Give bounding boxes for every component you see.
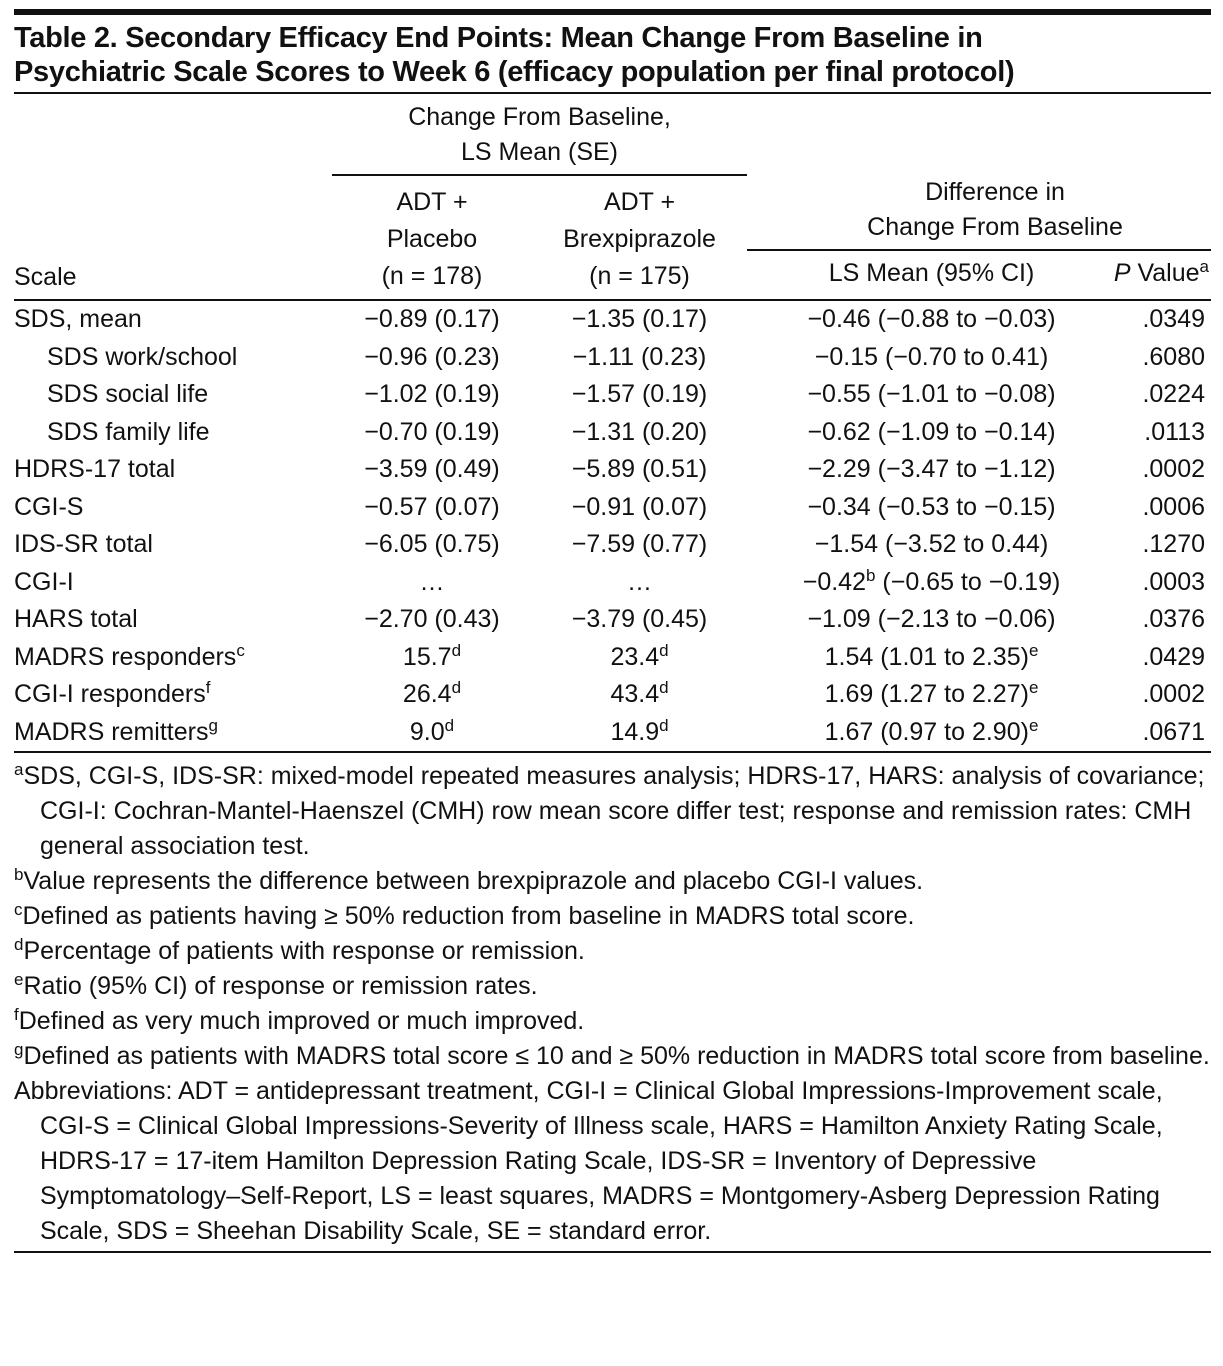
footnotes bbox=[14, 759, 1211, 1249]
cell-difference: −0.42$^b$ (−0.65 to −0.19) bbox=[802, 565, 1061, 596]
cell-scale: MADRS responders$^c$ bbox=[14, 640, 245, 671]
footnote-b bbox=[14, 864, 1211, 899]
cell-brexpiprazole: −3.79 (0.45) bbox=[571, 605, 708, 633]
footnote-mark: b bbox=[865, 565, 876, 585]
footnote-mark: d bbox=[659, 678, 669, 697]
footnote-g bbox=[14, 1039, 1211, 1074]
footnote-a bbox=[14, 759, 1211, 864]
title-line-1: Table 2. Secondary Efficacy End Points: Mean Change From Baseline in bbox=[14, 22, 983, 54]
group-header-change-line1: Change From Baseline, bbox=[408, 103, 671, 131]
p-rest: Value bbox=[1130, 259, 1200, 287]
cell-scale: CGI-I bbox=[14, 567, 74, 596]
footnote-mark: c bbox=[236, 640, 245, 660]
table-row bbox=[14, 414, 1211, 452]
cell-difference: −2.29 (−3.47 to −1.12) bbox=[807, 455, 1056, 483]
footnote-mark: e bbox=[14, 970, 24, 989]
cell-difference: −0.15 (−0.70 to 0.41) bbox=[814, 342, 1049, 371]
footnote-f bbox=[14, 1004, 1211, 1039]
col-header-placebo-line1: ADT + bbox=[396, 188, 468, 216]
top-rule bbox=[14, 9, 1211, 15]
table-body bbox=[14, 300, 1211, 752]
cell-difference: −0.55 (−1.01 to −0.08) bbox=[807, 380, 1056, 408]
cell-p-value: .0113 bbox=[1144, 417, 1206, 446]
cell-scale: CGI-S bbox=[14, 492, 84, 521]
cell-p-value: .0006 bbox=[1142, 492, 1206, 521]
footnote-mark: g bbox=[14, 1040, 24, 1059]
cell-difference: 1.54 (1.01 to 2.35)$^e$ bbox=[824, 640, 1039, 671]
group-header-difference bbox=[747, 175, 1211, 250]
cell-placebo: −0.57 (0.07) bbox=[364, 492, 500, 521]
p-italic: P bbox=[1113, 259, 1131, 287]
footnote-mark: e bbox=[1028, 678, 1039, 697]
table-row bbox=[14, 451, 1211, 489]
footnote-mark: g bbox=[208, 715, 218, 735]
footnote-list bbox=[14, 759, 1211, 1074]
cell-scale: SDS social life bbox=[47, 380, 209, 408]
cell-placebo: −0.89 (0.17) bbox=[364, 305, 500, 333]
group-header-change-line2: LS Mean (SE) bbox=[461, 138, 619, 166]
col-header-brex-line3: (n = 175) bbox=[589, 262, 690, 290]
table-row bbox=[14, 526, 1211, 564]
cell-scale: HDRS-17 total bbox=[14, 455, 176, 483]
footnote-mark: c bbox=[14, 900, 23, 919]
title-line-2: Psychiatric Scale Scores to Week 6 (efficacy population per final protocol) bbox=[14, 56, 1015, 88]
cell-placebo: −2.70 (0.43) bbox=[364, 605, 500, 633]
table-row bbox=[14, 564, 1211, 602]
cell-difference: −0.34 (−0.53 to −0.15) bbox=[807, 492, 1056, 521]
footnote-mark: d bbox=[451, 678, 462, 697]
table-row bbox=[14, 714, 1211, 753]
p-sup: a bbox=[1199, 257, 1210, 276]
cell-brexpiprazole: −1.57 (0.19) bbox=[571, 380, 708, 408]
cell-p-value: .0224 bbox=[1142, 380, 1206, 408]
col-header-ls-mean-ci: LS Mean (95% CI) bbox=[828, 259, 1035, 287]
cell-scale: SDS, mean bbox=[14, 305, 142, 333]
cell-scale: HARS total bbox=[14, 605, 138, 633]
cell-placebo: −3.59 (0.49) bbox=[364, 455, 500, 483]
cell-p-value: .0429 bbox=[1142, 642, 1206, 671]
group-header-change bbox=[332, 94, 747, 175]
cell-placebo: −1.02 (0.19) bbox=[364, 380, 500, 408]
cell-placebo: 26.4$^d$ bbox=[402, 678, 462, 708]
table-row bbox=[14, 639, 1211, 677]
cell-p-value: .1270 bbox=[1142, 530, 1206, 558]
cell-p-value: .0349 bbox=[1142, 305, 1206, 333]
cell-brexpiprazole: 43.4$^d$ bbox=[610, 678, 669, 708]
footnote-e bbox=[14, 969, 1211, 1004]
abbreviations: Abbreviations: ADT = antidepressant treatment, CGI-I = Clinical Global Impressions-Improvement scale, CGI-S = Clinical Global Impressions-Severity of Illness scale, HARS = Hamilton Anxiety Rating Scale, HDRS-17 = 17-item Hamilton Depression Rating Scale, IDS-SR = Inventory of Depressive Symptomatology–Self-Report, LS = least squares, MADRS = Montgomery-Asberg Depression Rating Scale, SDS = Sheehan Disability Scale, SE = standard error. bbox=[14, 1077, 1163, 1245]
cell-scale: IDS-SR total bbox=[14, 530, 153, 558]
table-title bbox=[14, 21, 1211, 89]
footnote-mark: e bbox=[1028, 715, 1039, 735]
cell-p-value: .0002 bbox=[1142, 680, 1206, 708]
cell-p-value: .6080 bbox=[1142, 342, 1206, 371]
cell-brexpiprazole: −5.89 (0.51) bbox=[571, 455, 708, 483]
col-header-brexpiprazole bbox=[532, 175, 747, 295]
col-header-placebo-line3: (n = 178) bbox=[381, 262, 483, 290]
cell-placebo: −0.70 (0.19) bbox=[364, 417, 500, 446]
cell-placebo: 15.7$^d$ bbox=[402, 640, 462, 671]
footnote-d bbox=[14, 934, 1211, 969]
table-row bbox=[14, 489, 1211, 527]
cell-p-value: .0376 bbox=[1142, 605, 1206, 633]
cell-difference: −1.54 (−3.52 to 0.44) bbox=[814, 530, 1049, 558]
table-row bbox=[14, 376, 1211, 414]
cell-scale: MADRS remitters$^g$ bbox=[14, 714, 332, 753]
table-document bbox=[14, 9, 1211, 1253]
cell-difference: −0.62 (−1.09 to −0.14) bbox=[807, 417, 1056, 446]
group-header-diff-line1: Difference in bbox=[925, 178, 1065, 206]
footnote-mark: b bbox=[14, 865, 24, 884]
col-header-brex-line1: ADT + bbox=[603, 188, 676, 216]
footnote-mark: d bbox=[659, 640, 669, 660]
col-header-brex-line2: Brexpiprazole bbox=[563, 225, 716, 253]
cell-p-value: .0003 bbox=[1142, 567, 1206, 596]
footnote-text: Defined as patients having ≥ 50% reduction from baseline in MADRS total score. bbox=[22, 902, 915, 930]
cell-brexpiprazole: −1.35 (0.17) bbox=[571, 305, 708, 333]
footnote-text: Ratio (95% CI) of response or remission rates. bbox=[23, 972, 538, 1000]
table-row bbox=[14, 339, 1211, 377]
footnote-text: Value represents the difference between brexpiprazole and placebo CGI-I values. bbox=[23, 867, 924, 895]
cell-placebo: … bbox=[419, 567, 445, 596]
footnote-mark: d bbox=[451, 640, 462, 660]
cell-brexpiprazole: … bbox=[627, 567, 652, 596]
footnote-text: Percentage of patients with response or remission. bbox=[23, 937, 585, 965]
col-header-placebo-line2: Placebo bbox=[386, 225, 478, 253]
cell-brexpiprazole: −0.91 (0.07) bbox=[571, 492, 708, 521]
cell-difference: −1.09 (−2.13 to −0.06) bbox=[807, 605, 1056, 633]
cell-scale: CGI-I responders$^f$ bbox=[14, 678, 211, 708]
footnote-mark: e bbox=[1028, 640, 1039, 660]
cell-difference: −0.46 (−0.88 to −0.03) bbox=[807, 305, 1056, 333]
col-header-placebo bbox=[332, 175, 532, 295]
table-row bbox=[14, 601, 1211, 639]
footnote-text: Defined as patients with MADRS total score ≤ 10 and ≥ 50% reduction in MADRS total score from baseline. bbox=[23, 1042, 1210, 1070]
cell-difference: 1.67 (0.97 to 2.90)$^e$ bbox=[747, 714, 1084, 753]
footnote-mark: d bbox=[659, 715, 669, 735]
cell-brexpiprazole: −1.31 (0.20) bbox=[571, 417, 708, 446]
footnote-mark: d bbox=[444, 715, 455, 735]
footnote-text: SDS, CGI-S, IDS-SR: mixed-model repeated measures analysis; HDRS-17, HARS: analysis of covariance; CGI-I: Cochran-Mantel-Haenszel (CMH) row mean score differ test; response and remission rates: CMH general association test. bbox=[23, 762, 1205, 860]
footnote-mark: f bbox=[205, 678, 211, 697]
cell-brexpiprazole: −1.11 (0.23) bbox=[572, 342, 707, 371]
footnote-mark: a bbox=[14, 760, 24, 779]
efficacy-table bbox=[14, 94, 1211, 753]
col-header-p-value bbox=[1084, 250, 1211, 295]
cell-placebo: 9.0$^d$ bbox=[332, 714, 532, 753]
bottom-rule bbox=[14, 1251, 1211, 1253]
cell-brexpiprazole: 14.9$^d$ bbox=[532, 714, 747, 753]
col-header-scale: Scale bbox=[14, 263, 77, 291]
footnote-mark: f bbox=[14, 1005, 19, 1024]
cell-scale: SDS family life bbox=[47, 417, 210, 446]
footnote-mark: d bbox=[14, 935, 24, 954]
cell-difference: 1.69 (1.27 to 2.27)$^e$ bbox=[824, 678, 1039, 708]
group-header-diff-line2: Change From Baseline bbox=[867, 213, 1123, 241]
cell-brexpiprazole: 23.4$^d$ bbox=[610, 640, 669, 671]
table-row bbox=[14, 676, 1211, 714]
table-row bbox=[14, 300, 1211, 339]
cell-brexpiprazole: −7.59 (0.77) bbox=[571, 530, 708, 558]
cell-placebo: −6.05 (0.75) bbox=[364, 530, 500, 558]
cell-p-value: .0002 bbox=[1142, 455, 1206, 483]
cell-p-value: .0671 bbox=[1084, 714, 1211, 753]
footnote-text: Defined as very much improved or much improved. bbox=[18, 1007, 585, 1035]
cell-scale: SDS work/school bbox=[47, 342, 238, 371]
cell-placebo: −0.96 (0.23) bbox=[364, 342, 500, 371]
footnote-c bbox=[14, 899, 1211, 934]
